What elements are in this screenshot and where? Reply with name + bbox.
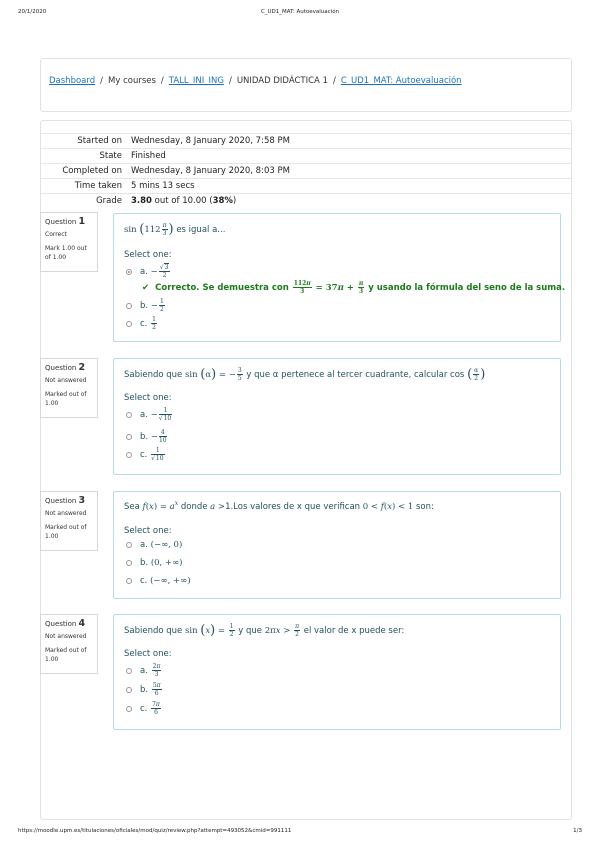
- answer-option-b[interactable]: b. − $\frac{1}{2}$: [126, 298, 166, 313]
- radio-button[interactable]: [126, 412, 132, 418]
- radio-button[interactable]: [126, 303, 132, 309]
- summary-row: [41, 164, 571, 179]
- grade-percent: 38%: [212, 196, 233, 206]
- grade-out-of: out of 10.00 (: [151, 196, 213, 206]
- print-page-number: 1/3: [573, 828, 582, 834]
- select-one-label: Select one:: [124, 526, 172, 536]
- breadcrumb-separator: /: [160, 76, 164, 86]
- print-footer: [18, 828, 582, 834]
- breadcrumb-unit: UNIDAD DIDÁCTICA 1: [236, 76, 328, 86]
- summary-label: Grade: [41, 194, 128, 209]
- radio-button[interactable]: [126, 269, 132, 275]
- question-state: Not answered: [45, 377, 87, 384]
- summary-value: [128, 194, 571, 209]
- attempt-summary-table: [41, 133, 571, 208]
- question-text: Sabiendo que sin (x) = $\frac{1}{2}$ y que 2πx > $\frac{\pi}{2}$ el valor de x puede ser:: [124, 623, 405, 638]
- radio-button[interactable]: [126, 434, 132, 440]
- question-box-3: [113, 491, 561, 599]
- radio-button[interactable]: [126, 687, 132, 693]
- question-mark: Marked out of 1.00: [45, 391, 87, 407]
- breadcrumb-separator: /: [228, 76, 232, 86]
- question-number: Question 1: [45, 216, 86, 227]
- summary-label: Started on: [41, 134, 128, 149]
- question-text: Sabiendo que sin (α) = − $\frac{3}{5}$ y que α pertenece al tercer cuadrante, calcular cos ( $\frac{\alpha}{2}$ ): [124, 367, 486, 382]
- answer-feedback: ✔ Correcto. Se demuestra con $\frac{112\pi}{3}$ = 37π + $\frac{\pi}{3}$ y usando la fórmula del seno de la suma.: [142, 280, 566, 295]
- summary-row: [41, 134, 571, 149]
- radio-button[interactable]: [126, 321, 132, 327]
- radio-button[interactable]: [126, 668, 132, 674]
- question-mark: Marked out of 1.00: [45, 647, 87, 663]
- grade-score: 3.80: [131, 196, 152, 206]
- print-date: 20/1/2020: [18, 9, 47, 15]
- print-header: [18, 9, 582, 15]
- answer-option-c[interactable]: c. $\frac{7\pi}{6}$: [126, 701, 162, 716]
- answer-option-c[interactable]: c. $\frac{1}{2}$: [126, 316, 158, 331]
- answer-option-c[interactable]: c. (−∞, +∞): [126, 576, 191, 586]
- question-text-suffix: es igual a...: [176, 225, 226, 235]
- breadcrumb-my-courses: My courses: [108, 76, 156, 86]
- breadcrumb-card: [40, 58, 572, 112]
- answer-option-b[interactable]: b. $\frac{5\pi}{6}$: [126, 682, 163, 697]
- answer-option-a[interactable]: a. (−∞, 0): [126, 540, 182, 550]
- summary-value: Wednesday, 8 January 2020, 8:03 PM: [128, 164, 571, 179]
- breadcrumb: [49, 76, 462, 86]
- breadcrumb-dashboard[interactable]: Dashboard: [49, 76, 96, 86]
- grade-close: ): [232, 196, 237, 206]
- radio-button[interactable]: [126, 452, 132, 458]
- radio-button[interactable]: [126, 560, 132, 566]
- breadcrumb-quiz[interactable]: C_UD1_MAT: Autoevaluación: [340, 76, 462, 86]
- select-one-label: Select one:: [124, 649, 172, 659]
- question-text: Sea $f(x) = a^x$ donde a >1.Los valores de x que verifican 0 < f(x) < 1 son:: [124, 500, 434, 512]
- print-url: https://moodle.upm.es/titulaciones/oficiales/mod/quiz/review.php?attempt=493052&cmid=991111: [18, 828, 292, 834]
- summary-label: State: [41, 149, 128, 164]
- math-expression: sin (112 $\frac{\pi}{3}$ ): [124, 222, 174, 237]
- question-info-3: [40, 491, 98, 551]
- question-state: Correct: [45, 231, 67, 238]
- question-mark: Marked out of 1.00: [45, 524, 87, 540]
- question-text: [124, 222, 225, 237]
- question-box-1: [113, 213, 566, 342]
- question-info-4: [40, 614, 98, 674]
- radio-button[interactable]: [126, 706, 132, 712]
- check-icon: ✔: [142, 283, 150, 293]
- question-info-1: [40, 212, 98, 272]
- breadcrumb-course[interactable]: TALL_INI_ING: [168, 76, 224, 86]
- summary-value: 5 mins 13 secs: [128, 179, 571, 194]
- question-number: Question 4: [45, 618, 86, 629]
- question-info-2: [40, 358, 98, 418]
- answer-option-a[interactable]: a. − $\frac{√3}{2}$: [126, 264, 171, 279]
- question-box-4: [113, 614, 561, 730]
- summary-row: [41, 179, 571, 194]
- select-one-label: Select one:: [124, 250, 172, 260]
- answer-option-c[interactable]: c. $\frac{1}{√10}$: [126, 447, 166, 462]
- summary-label: Time taken: [41, 179, 128, 194]
- question-state: Not answered: [45, 510, 87, 517]
- breadcrumb-separator: /: [100, 76, 103, 86]
- summary-row: [41, 149, 571, 164]
- radio-button[interactable]: [126, 578, 132, 584]
- summary-value: Finished: [128, 149, 571, 164]
- answer-option-b[interactable]: b. − $\frac{4}{10}$: [126, 429, 168, 444]
- breadcrumb-separator: /: [332, 76, 336, 86]
- answer-option-a[interactable]: a. $\frac{2\pi}{3}$: [126, 663, 162, 678]
- summary-row: [41, 194, 571, 209]
- question-mark: Mark 1.00 out of 1.00: [45, 245, 87, 261]
- summary-value: Wednesday, 8 January 2020, 7:58 PM: [128, 134, 571, 149]
- radio-button[interactable]: [126, 542, 132, 548]
- question-number: Question 2: [45, 362, 86, 373]
- answer-option-b[interactable]: b. (0, +∞): [126, 558, 182, 568]
- question-state: Not answered: [45, 633, 87, 640]
- answer-option-a[interactable]: a. − $\frac{1}{√10}$: [126, 407, 173, 422]
- select-one-label: Select one:: [124, 393, 172, 403]
- question-box-2: [113, 358, 561, 475]
- question-number: Question 3: [45, 495, 86, 506]
- print-title: C_UD1_MAT: Autoevaluación: [260, 9, 340, 15]
- summary-label: Completed on: [41, 164, 128, 179]
